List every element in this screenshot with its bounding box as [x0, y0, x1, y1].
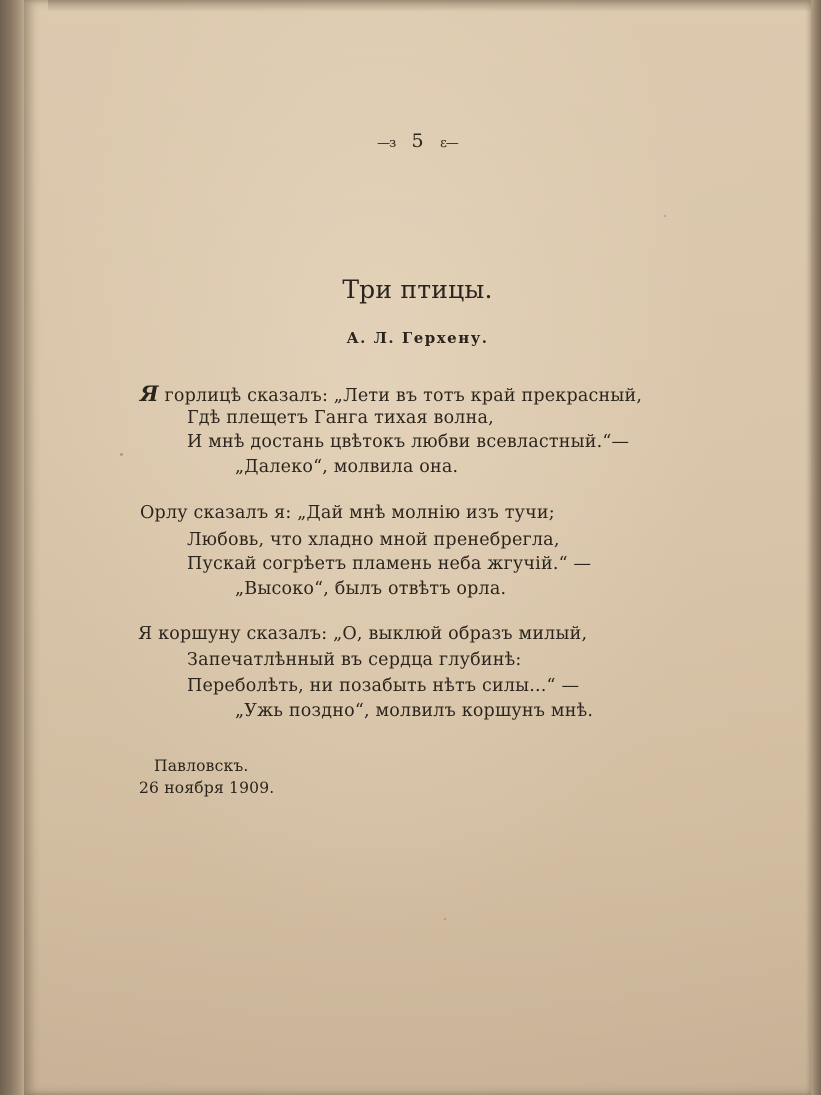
poem-dedication: А. Л. Герхену. [346, 329, 489, 347]
stanza3-line4: „Ужь поздно“, молвилъ коршунъ мнѣ. [235, 701, 594, 721]
book-spine-edge [0, 0, 24, 1095]
page-number-ornament-right: ε— [440, 136, 458, 151]
book-page [24, 0, 811, 1095]
stanza2-line3: Пускай согрѣетъ пламень неба жгучій.“ — [187, 554, 592, 574]
poem-date: 26 ноября 1909. [139, 779, 275, 797]
stanza1-line2: Гдѣ плещетъ Ганга тихая волна, [187, 408, 494, 428]
stanza3-line2: Запечатлѣнный въ сердца глубинѣ: [187, 650, 522, 670]
poem-title: Три птицы. [342, 275, 493, 304]
paper-speck [120, 453, 123, 456]
stanza1-line1-text: горлицѣ сказалъ: „Лети въ тотъ край прекрасный, [164, 386, 643, 406]
stanza2-line1: Орлу сказалъ я: „Дай мнѣ молнію изъ тучи; [140, 503, 555, 523]
stanza1-line4: „Далеко“, молвила она. [235, 457, 459, 477]
page-number: 5 [411, 130, 424, 152]
stanza2-line4: „Высоко“, былъ отвѣтъ орла. [235, 579, 507, 599]
stanza2-line2: Любовь, что хладно мной пренебрегла, [187, 530, 560, 550]
page-right-edge [811, 0, 821, 1095]
paper-speck [664, 215, 666, 217]
stanza1-line3: И мнѣ достань цвѣтокъ любви всевластный.“— [187, 432, 630, 452]
stanza1-line1 [140, 381, 642, 406]
page-number-header [24, 130, 811, 152]
stanza3-line1: Я коршуну сказалъ: „О, выклюй образъ милый, [138, 624, 588, 644]
poem-place: Павловскъ. [154, 757, 249, 775]
page-top-shadow [48, 0, 821, 12]
page-number-ornament-left: —з [377, 136, 396, 151]
paper-speck [444, 918, 446, 920]
drop-cap: Я [140, 381, 159, 406]
stanza3-line3: Переболѣть, ни позабыть нѣтъ силы...“ — [187, 676, 580, 696]
